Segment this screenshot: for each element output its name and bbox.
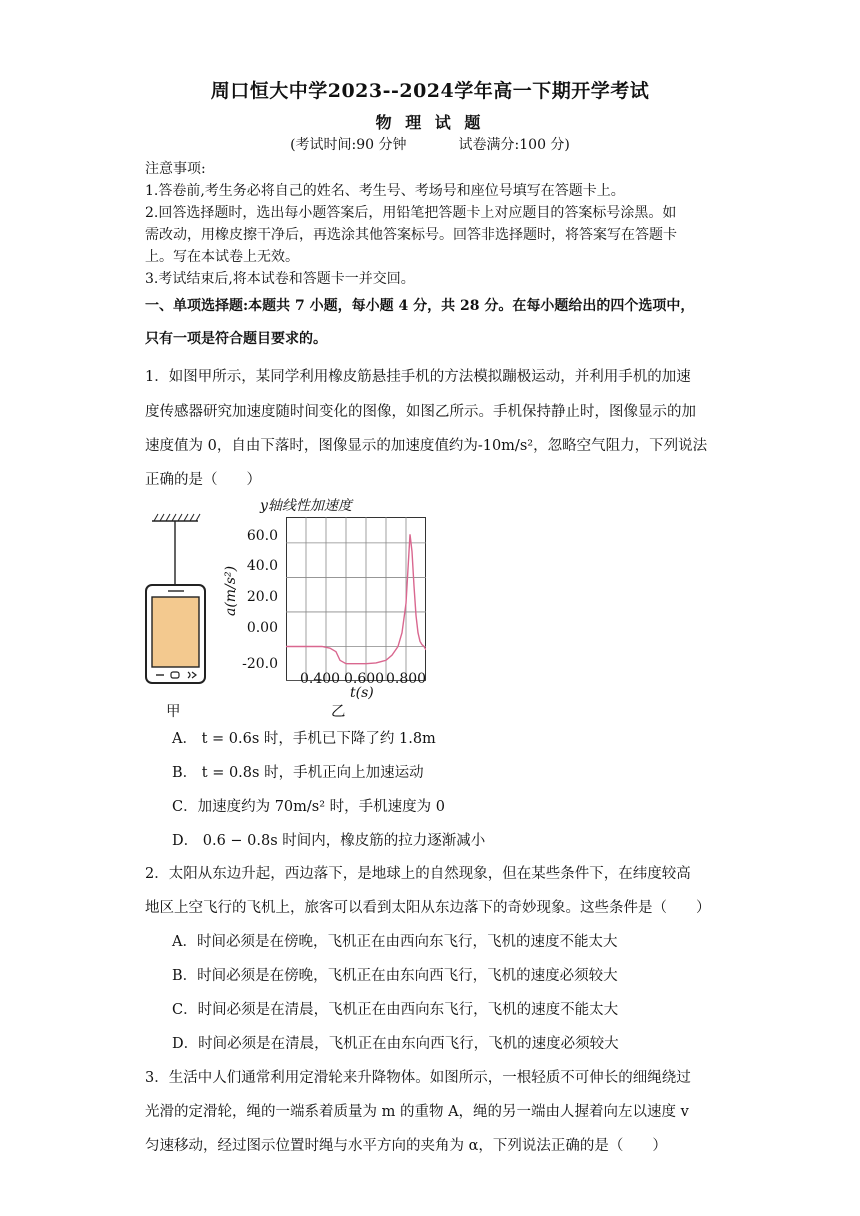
chart-xlabel: t(s)	[350, 685, 374, 701]
full-score: 试卷满分:100 分)	[458, 137, 570, 153]
acceleration-chart	[223, 495, 446, 720]
q1-line: 正确的是（ ）	[145, 472, 261, 488]
note-item: 2.回答选择题时，选出每小题答案后，用铅笔把答题卡上对应题目的答案标号涂黑。如	[145, 205, 677, 221]
q3-line: 3．生活中人们通常利用定滑轮来升降物体。如图所示，一根轻质不可伸长的细绳绕过	[145, 1070, 691, 1086]
q1-line: 度传感器研究加速度随时间变化的图像，如图乙所示。手机保持静止时，图像显示的加	[145, 404, 696, 420]
chart-ylabel: a(m/s²)	[223, 565, 240, 617]
y-tick-label: -20.0	[242, 656, 278, 672]
phone-icon	[146, 585, 205, 683]
exam-meta	[0, 134, 860, 154]
note-item: 3.考试结束后,将本试卷和答题卡一并交回。	[145, 271, 415, 287]
figure-label-yi: 乙	[331, 704, 346, 720]
note-item: 上。写在本试卷上无效。	[145, 249, 299, 265]
q1-option-a: A． t = 0.6s 时，手机已下降了约 1.8m	[172, 731, 436, 747]
chart-title: y轴线性加速度	[260, 498, 352, 514]
note-item: 1.答卷前,考生务必将自己的姓名、考生号、考场号和座位号填写在答题卡上。	[145, 183, 625, 199]
section-heading-cont: 只有一项是符合题目要求的。	[145, 331, 327, 347]
page-title: 周口恒大中学2023--2024学年高一下期开学考试	[210, 80, 650, 102]
y-tick-label: 40.0	[246, 558, 278, 574]
q2-line: 2．太阳从东边升起，西边落下，是地球上的自然现象，但在某些条件下，在纬度较高	[145, 866, 691, 882]
q3-line: 匀速移动，经过图示位置时绳与水平方向的夹角为 α，下列说法正确的是（ ）	[145, 1138, 667, 1154]
q1-line: 速度值为 0，自由下落时，图像显示的加速度值约为-10m/s²，忽略空气阻力，下列说法	[145, 438, 708, 454]
x-tick-label: 0.800	[386, 671, 427, 687]
y-tick-label: 0.00	[246, 620, 278, 636]
exam-time: (考试时间:90 分钟	[290, 137, 407, 153]
figure-label-jia: 甲	[166, 704, 181, 720]
q1-option-d: D． 0.6 − 0.8s 时间内，橡皮筋的拉力逐渐减小	[172, 833, 486, 849]
q1-option-b: B． t = 0.8s 时，手机正向上加速运动	[172, 765, 424, 781]
subject-title: 物 理 试 题	[375, 113, 485, 132]
notes-heading: 注意事项:	[145, 161, 206, 177]
q2-option-a: A．时间必须是在傍晚，飞机正在由西向东飞行，飞机的速度不能太大	[172, 934, 618, 950]
q2-option-b: B．时间必须是在傍晚，飞机正在由东向西飞行，飞机的速度必须较大	[172, 968, 618, 984]
q2-option-c: C．时间必须是在清晨，飞机正在由西向东飞行，飞机的速度不能太大	[172, 1002, 619, 1018]
q1-option-c: C．加速度约为 70m/s² 时，手机速度为 0	[172, 799, 445, 815]
section-heading: 一、单项选择题:本题共 7 小题，每小题 4 分，共 28 分。在每小题给出的四个选项中，	[145, 298, 695, 314]
q3-line: 光滑的定滑轮，绳的一端系着质量为 m 的重物 A，绳的另一端由人握着向左以速度 v	[145, 1104, 689, 1120]
y-tick-label: 20.0	[246, 589, 278, 605]
ceiling-icon	[152, 514, 200, 521]
chart-plot-area	[286, 517, 426, 681]
x-tick-label: 0.600	[344, 671, 385, 687]
hanging-phone-figure	[140, 505, 220, 690]
acceleration-series-line	[286, 534, 426, 663]
x-tick-label: 0.400	[300, 671, 341, 687]
y-tick-label: 60.0	[246, 528, 278, 544]
q1-line: 1．如图甲所示，某同学利用橡皮筋悬挂手机的方法模拟蹦极运动，并利用手机的加速	[145, 369, 691, 385]
q2-line: 地区上空飞行的飞机上，旅客可以看到太阳从东边落下的奇妙现象。这些条件是（ ）	[145, 900, 711, 916]
q2-option-d: D．时间必须是在清晨，飞机正在由东向西飞行，飞机的速度必须较大	[172, 1036, 619, 1052]
chart-frame	[287, 518, 426, 681]
note-item: 需改动，用橡皮擦干净后，再选涂其他答案标号。回答非选择题时，将答案写在答题卡	[145, 227, 677, 243]
